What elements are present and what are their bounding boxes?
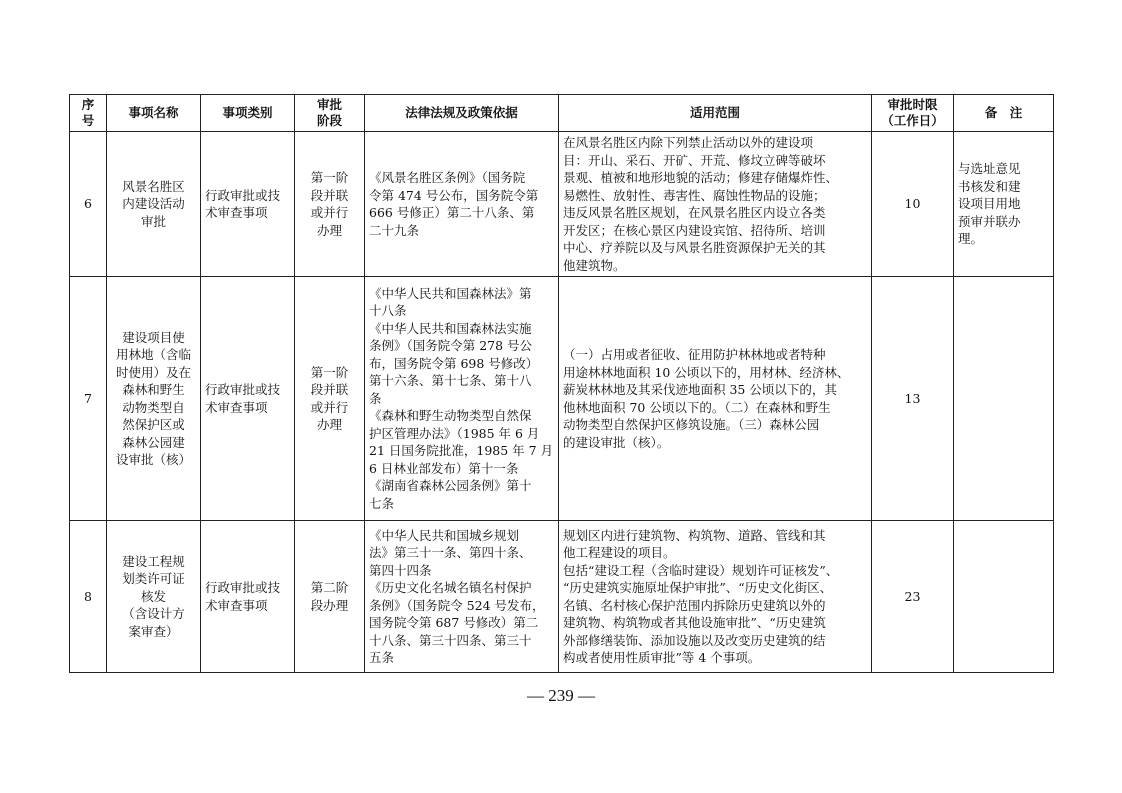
row-legal-basis: 《中华人民共和国森林法》第 十八条 《中华人民共和国森林法实施 条例》（国务院令第 278 号公 布，国务院令第 698 号修改） 第十六条、第十七条、第十八 条 《森林和野生动物类型自然保 护区管理办法》（1985 年 6 月 21 日国务院批准，1985 年 7 月 6 日林业部发布）第十一条 《湖南省森林公园条例》第十 七条 [365,277,559,521]
header-scope: 适用范围 [559,95,872,132]
row-legal-basis: 《中华人民共和国城乡规划 法》第三十一条、第四十条、 第四十四条 《历史文化名城名镇名村保护 条例》（国务院令 524 号发布， 国务院令第 687 号修改）第二 十八条、第三十四条、第三十 五条 [365,521,559,673]
row-scope: 规划区内进行建筑物、构筑物、道路、管线和其 他工程建设的项目。 包括“建设工程（含临时建设）规划许可证核发”、 “历史建筑实施原址保护审批”、“历史文化街区、 名镇、名村核心保护范围内拆除历史建筑以外的 建筑物、构筑物或者其他设施审批”、“历史建筑 外部修缮装饰、添加设施以及改变历史建筑的结 构或者使用性质审批”等 4 个事项。 [559,521,872,673]
row-time-limit: 13 [872,277,954,521]
row-no: 6 [70,132,107,277]
header-no: 序 号 [70,95,107,132]
page-number: — 239 — [527,686,595,705]
row-stage: 第一阶 段并联 或并行 办理 [295,132,365,277]
row-remarks [954,277,1054,521]
row-no: 7 [70,277,107,521]
table-row [70,132,1054,277]
row-stage: 第二阶 段办理 [295,521,365,673]
row-item-name: 建设工程规 划类许可证 核发 （含设计方 案审查） [107,521,201,673]
table-row [70,277,1054,521]
row-time-limit: 23 [872,521,954,673]
row-category: 行政审批或技 术审查事项 [201,132,295,277]
row-no: 8 [70,521,107,673]
row-scope: 在风景名胜区内除下列禁止活动以外的建设项 目：开山、采石、开矿、开荒、修坟立碑等破坏 景观、植被和地形地貌的活动；修建存储爆炸性、 易燃性、放射性、毒害性、腐蚀性物品的设施； 违反风景名胜区规划，在风景名胜区内设立各类 开发区；在核心景区内建设宾馆、招待所、培训 中心、疗养院以及与风景名胜资源保护无关的其 他建筑物。 [559,132,872,277]
row-time-limit: 10 [872,132,954,277]
table-row [70,521,1054,673]
row-remarks [954,521,1054,673]
header-time-limit: 审批时限 （工作日） [872,95,954,132]
header-item-category: 事项类别 [201,95,295,132]
header-legal-basis: 法律法规及政策依据 [365,95,559,132]
row-category: 行政审批或技 术审查事项 [201,277,295,521]
row-item-name: 建设项目使 用林地（含临 时使用）及在 森林和野生 动物类型自 然保护区或 森林公园建 设审批（核） [107,277,201,521]
row-scope: （一）占用或者征收、征用防护林林地或者特种 用途林林地面积 10 公顷以下的，用材林、经济林、 薪炭林林地及其采伐迹地面积 35 公顷以下的，其 他林地面积 70 公顷以下的。（二）在森林和野生 动物类型自然保护区修筑设施。（三）森林公园 的建设审批（核）。 [559,277,872,521]
row-item-name: 风景名胜区 内建设活动 审批 [107,132,201,277]
row-legal-basis: 《风景名胜区条例》（国务院 令第 474 号公布，国务院令第 666 号修正）第二十八条、第 二十九条 [365,132,559,277]
header-approval-stage: 审批 阶段 [295,95,365,132]
row-category: 行政审批或技 术审查事项 [201,521,295,673]
approval-items-table [69,94,1054,673]
row-stage: 第一阶 段并联 或并行 办理 [295,277,365,521]
row-remarks: 与选址意见 书核发和建 设项目用地 预审并联办 理。 [954,132,1054,277]
header-item-name: 事项名称 [107,95,201,132]
header-remarks: 备 注 [954,95,1054,132]
header-row [70,95,1054,132]
